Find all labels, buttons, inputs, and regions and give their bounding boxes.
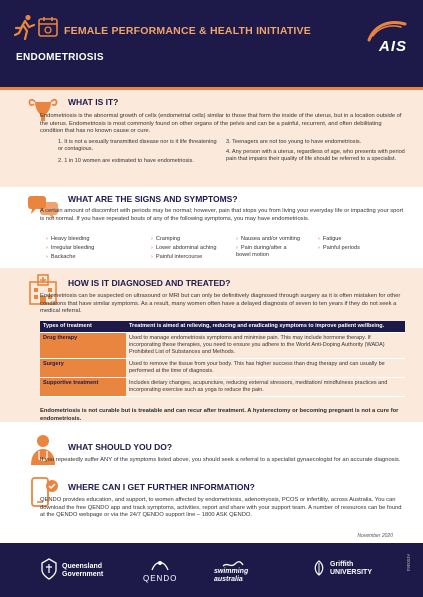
what-is-it-title: WHAT IS IT?	[68, 97, 119, 107]
symptom-item: › Painful periods	[318, 245, 360, 251]
ais-logo-text: AIS	[378, 38, 407, 55]
table-row	[40, 378, 405, 397]
signs-body: A certain amount of discomfort with periods may be normal; however, pain that stops you from living your everyday life or impacting your sport is not normal. If you have repeated bouts of any of the following symptoms, you may have endometriosis.	[40, 208, 404, 222]
diagnosis-title: HOW IS IT DIAGNOSED AND TREATED?	[68, 278, 231, 288]
more-info-title: WHERE CAN I GET FURTHER INFORMATION?	[68, 482, 255, 492]
what-do-body: If you repeatedly suffer ANY of the symptoms listed above, you should seek a referral to a specialist gynaecologist for an accurate diagnosis.	[40, 457, 401, 463]
qendo-logo: QENDO	[143, 574, 178, 583]
table-cell: Drug therapy	[40, 333, 126, 359]
griffith-logo-icon	[312, 560, 326, 576]
what-is-it-body: Endometriosis is the abnormal growth of cells (endometrial cells) similar to those that form the inside of the uterus, but in a location outside of the uterus. Endometriosis is most commonly found on other organs of the pelvis and can be a painful, recurrent, and often debilitating condition that has no known cause or cure.	[40, 113, 402, 135]
swimming-australia-logo: swimming australia	[214, 568, 249, 583]
what-do-title: WHAT SHOULD YOU DO?	[68, 442, 173, 452]
table-cell: Surgery	[40, 359, 126, 378]
table-header: Treatment is aimed at relieving, reducing and eradicating symptoms to improve patient wellbeing.	[126, 321, 405, 333]
treatment-table	[40, 321, 405, 397]
symptom-item: › Cramping	[151, 236, 181, 242]
table-cell: Used to remove the tissue from your body. This has higher success than drug therapy and can usually be performed at the time of diagnosis.	[126, 359, 405, 378]
more-info-body: QENDO provides education, and support, to women affected by endometriosis, adenomyosis, PCOS or infertility, across Australia. You can download the free QENDO app and track symptoms, activities, report and share with your support team. A number of resources can be found at the QENDO webpage or via the 24/7 QENDO support line – 1800 ASK QENDO.	[40, 497, 402, 519]
calendar-icon	[38, 16, 58, 38]
table-cell: Includes dietary changes, acupuncture, reducing external stressors, meditation/ mindfulness practices and incorporating exercise such as yoga to reduce the pain.	[126, 378, 405, 397]
table-row	[40, 359, 405, 378]
runner-icon	[14, 14, 36, 40]
qendo-logo-icon	[150, 558, 170, 572]
table-header: Types of treatment	[40, 321, 126, 333]
document-reference: AIS0464	[405, 553, 411, 572]
symptom-item: › Lower abdominal aching	[151, 245, 217, 251]
symptom-item: › Heavy bleeding	[46, 236, 90, 242]
queensland-crest-icon	[40, 558, 58, 580]
symptom-item: › Painful intercourse	[151, 254, 203, 260]
diagnosis-body: Endometriosis can be suspected on ultrasound or MRI but can only be definitively diagnosed through surgery as it is often mistaken for other conditions that have similar symptoms. As a result, many women often have a delayed diagnosis of seven to ten years if they do not seek a medical referral.	[40, 293, 401, 315]
symptom-item: › Irregular bleeding	[46, 245, 95, 251]
griffith-university-logo: Griffith UNIVERSITY	[330, 561, 373, 576]
publication-date: November 2020	[357, 533, 393, 539]
symptom-item: › Backache	[46, 254, 76, 260]
table-header-row	[40, 321, 405, 333]
signs-title: WHAT ARE THE SIGNS AND SYMPTOMS?	[68, 194, 238, 204]
fact-item: 1. It is not a sexually transmitted disease nor is it life threatening or contagious.	[58, 139, 217, 153]
page-header	[0, 0, 423, 87]
fact-item: 3. Teenagers are not too young to have endometriosis.	[226, 139, 362, 145]
table-cell: Used to manage endometriosis symptoms and minimise pain. This may include hormone therapy. If incorporating these therapies, you need to ensure you adhere to the World Anti-Doping Authority (WADA) Prohibited List of Substances and Methods.	[126, 333, 405, 359]
table-row	[40, 333, 405, 359]
page-title: ENDOMETRIOSIS	[16, 52, 104, 63]
symptom-item: › Nausea and/or vomiting	[236, 236, 300, 242]
initiative-title: FEMALE PERFORMANCE & HEALTH INITIATIVE	[64, 25, 311, 37]
table-cell: Supportive treatment	[40, 378, 126, 397]
queensland-government-logo: Queensland Government	[62, 563, 104, 578]
symptom-item: › Fatigue	[318, 236, 342, 242]
fact-item: 4. Any person with a uterus, regardless of age, who presents with period pain that impairs their quality of life should be referred to a specialist.	[226, 149, 405, 163]
cure-note: Endometriosis is not curable but is treatable and can recur after treatment. A hysterectomy or becoming pregnant is not a cure for endometriosis.	[40, 408, 399, 422]
swimmer-icon	[222, 560, 244, 568]
symptom-item: › Pain during/after a bowel motion	[236, 245, 287, 259]
fact-item: 2. 1 in 10 women are estimated to have endometriosis.	[58, 158, 194, 164]
